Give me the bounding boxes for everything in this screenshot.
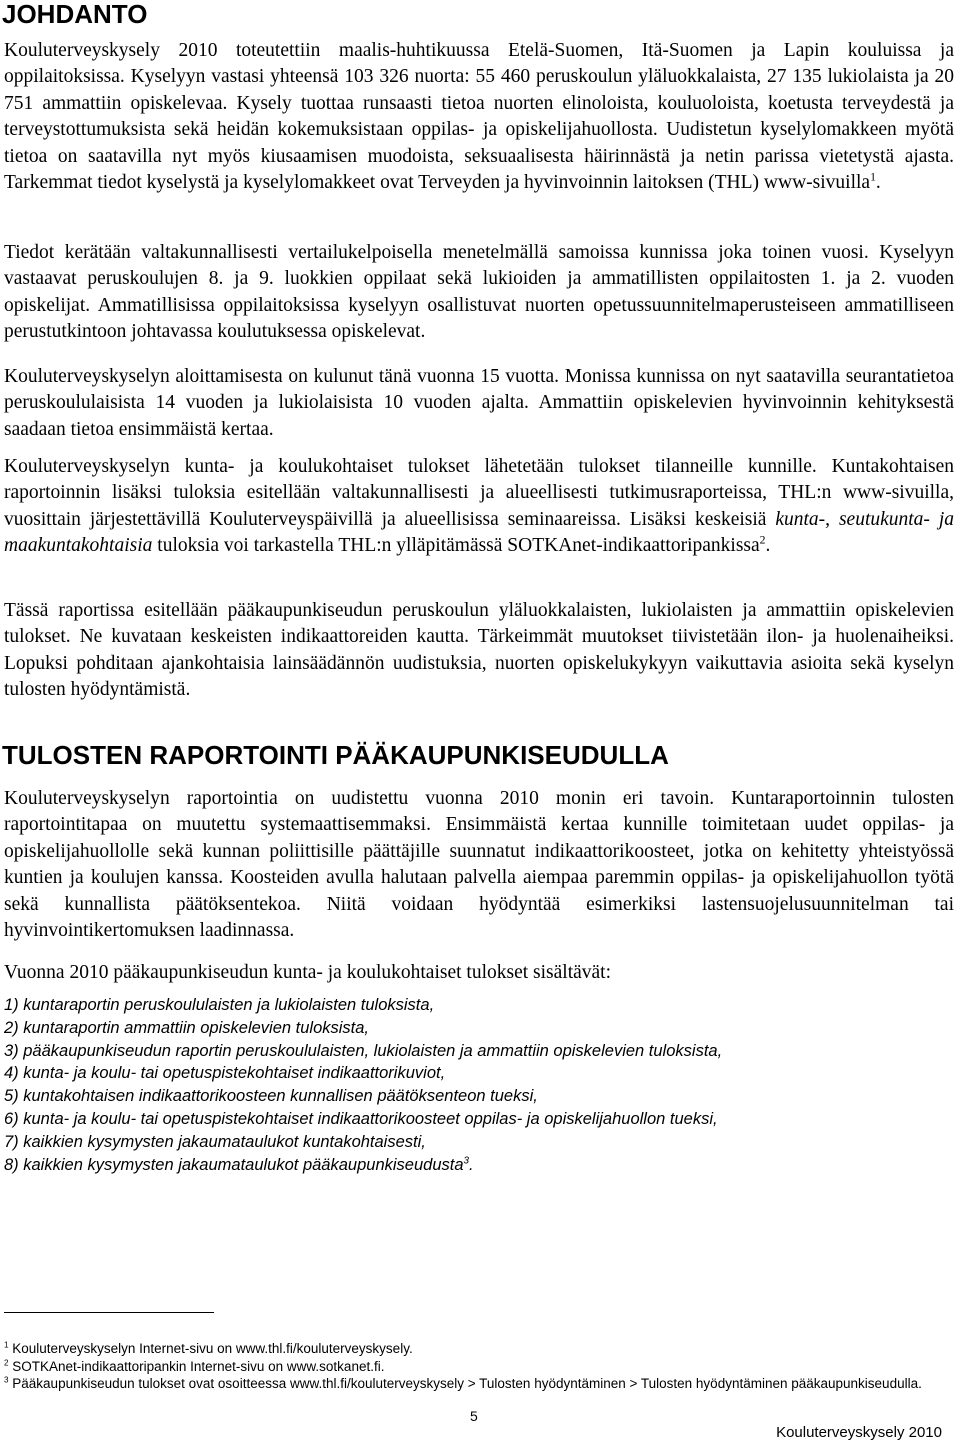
list-item: 3) pääkaupunkiseudun raportin peruskoululaisten, lukiolaisten ja ammattiin opiskelevien tuloksista, — [4, 1041, 723, 1060]
footnote-ref-3[interactable]: 3 — [463, 1155, 470, 1167]
list-item: 1) kuntaraportin peruskoululaisten ja lukiolaisten tuloksista, — [4, 996, 435, 1014]
results-list — [4, 994, 954, 1176]
footnote-item: $^1$ Kouluterveyskyselyn Internet-sivu on www.thl.fi/kouluterveyskysely. — [4, 1340, 413, 1356]
paragraph-intro-3: Kouluterveyskyselyn aloittamisesta on kulunut tänä vuonna 15 vuotta. Monissa kunnissa on nyt saatavilla seurantatietoa peruskoululaisista 14 vuoden ja lukiolaisista 10 vuoden ajalta. Ammattiin opiskelevien hyvinvoinnin kehityksestä saadaan tietoa ensimmäistä kertaa. — [4, 366, 954, 440]
footnotes — [4, 1340, 956, 1393]
footnote-item: $^2$ SOTKAnet-indikaattoripankin Internet-sivu on www.sotkanet.fi. — [4, 1358, 385, 1374]
paragraph-tulosten-1: Kouluterveyskyselyn raportointia on uudistettu vuonna 2010 monin eri tavoin. Kuntaraportoinnin tulosten raportointitapaa on muutettu systemaattisemmaksi. Ensimmäistä kertaa kunnille toimitetaan uudet oppilas- ja opiskelijahuollolle sekä kunnan poliittisille päättäjille suunnatut indikaattorikoosteet, jotka on kehitetty yhteistyössä kuntien ja koulujen kanssa. Koosteiden avulla halutaan palvella aiempaa paremmin oppilas- ja opiskelijahuollon työtä sekä kunnallista päätöksentekoa. Niitä voidaan hyödyntää esimerkiksi lastensuojelusuunnitelman tai hyvinvointikertomuksen laadinnassa. — [4, 788, 954, 942]
paragraph-intro-2: Tiedot kerätään valtakunnallisesti vertailukelpoisella menetelmällä samoissa kunnissa joka toinen vuosi. Kyselyyn vastaavat peruskoulujen 8. ja 9. luokkien oppilaat sekä lukioiden ja ammatillisten oppilaitosten 1. ja 2. vuoden opiskelijat. Ammatillisissa oppilaitoksissa kyselyyn osallistuvat nuorten opetussuunnitelmaperusteiseen ammatilliseen perustutkintoon johtavassa koulutuksessa opiskelevat. — [4, 242, 954, 343]
list-item: 2) kuntaraportin ammattiin opiskelevien tuloksista, — [4, 1018, 370, 1037]
footnote-item: $^3$ Pääkaupunkiseudun tulokset ovat osoitteessa www.thl.fi/kouluterveyskysely > Tulosten hyödyntäminen > Tulosten hyödyntäminen pääkaupunkiseudulla. — [4, 1375, 922, 1391]
list-item: 7) kaikkien kysymysten jakaumataulukot kuntakohtaisesti, — [4, 1132, 426, 1151]
list-item: 6) kunta- ja koulu- tai opetuspistekohtaiset indikaattorikoosteet oppilas- ja opiskelijahuollon tueksi, — [4, 1109, 718, 1128]
paragraph-text: Kouluterveyskysely 2010 toteutettiin maalis-huhtikuussa Etelä-Suomen, Itä-Suomen ja Lapin kouluissa ja oppilaitoksissa. Kyselyyn vastasi yhteensä 103 326 nuorta: 55 460 peruskoulun yläluokkalaista, 27 135 lukiolaista ja 20 751 ammattiin opiskelevaa. Kysely tuottaa runsaasti tietoa nuorten elinoloista, kouluoloista, koetusta terveydestä ja terveystottumuksista sekä heidän kokemuksistaan oppilas- ja opiskelijahuollosta. Uudistetun kyselylomakkeen myötä tietoa on saatavilla nyt myös kiusaamisen muodoista, seksuaalisesta häirinnästä ja netin parissa vietetystä ajasta. Tarkemmat tiedot kyselystä ja kyselylomakkeet ovat Terveyden ja hyvinvoinnin laitoksen (THL) www-sivuilla — [4, 40, 954, 194]
running-footer: Kouluterveyskysely 2010 — [776, 1424, 942, 1441]
section-heading-johdanto: JOHDANTO — [2, 0, 148, 29]
section-heading-tulosten: TULOSTEN RAPORTOINTI PÄÄKAUPUNKISEUDULLA — [2, 740, 669, 770]
page-number: 5 — [470, 1408, 478, 1424]
list-item: 8) kaikkien kysymysten jakaumataulukot pääkaupunkiseudusta$^3$. — [4, 1155, 474, 1174]
footnote-ref-2[interactable]: 2 — [759, 533, 766, 547]
paragraph-intro-4: Kouluterveyskyselyn kunta- ja koulukohtaiset tulokset lähetetään tulokset tilanneille kunnille. Kuntakohtaisen raportoinnin lisäksi tuloksia esitellään valtakunnallisesti ja alueellisesti tutkimusraporteissa, THL:n www-sivuilla, vuosittain järjestettävillä Kouluterveyspäivillä ja alueellisissa seminaareissa. Lisäksi keskeisiä kunta-, seutukunta- ja maakuntakohtaisia tuloksia voi tarkastella THL:n ylläpitämässä SOTKAnet-indikaattoripankissa$^2$. — [4, 456, 954, 557]
footnote-ref-1[interactable]: 1 — [870, 170, 876, 184]
list-item: 5) kuntakohtaisen indikaattorikoosteen kunnallisen päätöksenteon tueksi, — [4, 1087, 538, 1106]
paragraph-intro-5: Tässä raportissa esitellään pääkaupunkiseudun peruskoulun yläluokkalaisten, lukiolaisten ja ammattiin opiskelevien tulokset. Ne kuvataan keskeisten indikaattoreiden kautta. Tärkeimmät muutokset tiivistetään ilon- ja huolenaiheiksi. Lopuksi pohditaan ajankohtaisia lainsäädännön uudistuksia, nuorten opiskelukykyyn vaikuttavia asioita sekä kyselyn tulosten hyödyntämistä. — [4, 600, 954, 701]
footnote-divider — [4, 1312, 214, 1313]
paragraph-intro-1: Kouluterveyskysely 2010 toteutettiin maalis-huhtikuussa Etelä-Suomen, Itä-Suomen ja Lapin kouluissa ja oppilaitoksissa. Kyselyyn vastasi yhteensä 103 326 nuorta: 55 460 peruskoulun yläluokkalaista, 27 135 lukiolaista ja 20 751 ammattiin opiskelevaa. Kysely tuottaa runsaasti tietoa nuorten elinoloista, kouluoloista, koetusta terveydestä ja terveystottumuksista sekä heidän kokemuksistaan oppilas- ja opiskelijahuollosta. Uudistetun kyselylomakkeen myötä tietoa on saatavilla nyt myös kiusaamisen muodoista, seksuaalisesta häirinnästä ja netin parissa vietetystä ajasta. Tarkemmat tiedot kyselystä ja kyselylomakkeet ovat Terveyden ja hyvinvoinnin laitoksen (THL) www-sivuilla$^1$. — [4, 40, 954, 194]
paragraph-tulosten-2: Vuonna 2010 pääkaupunkiseudun kunta- ja koulukohtaiset tulokset sisältävät: — [4, 962, 612, 983]
emphasis-text: kunta-, seutukunta- ja maakuntakohtaisia — [4, 508, 954, 557]
list-item: 4) kunta- ja koulu- tai opetuspistekohtaiset indikaattorikuviot, — [4, 1064, 446, 1083]
